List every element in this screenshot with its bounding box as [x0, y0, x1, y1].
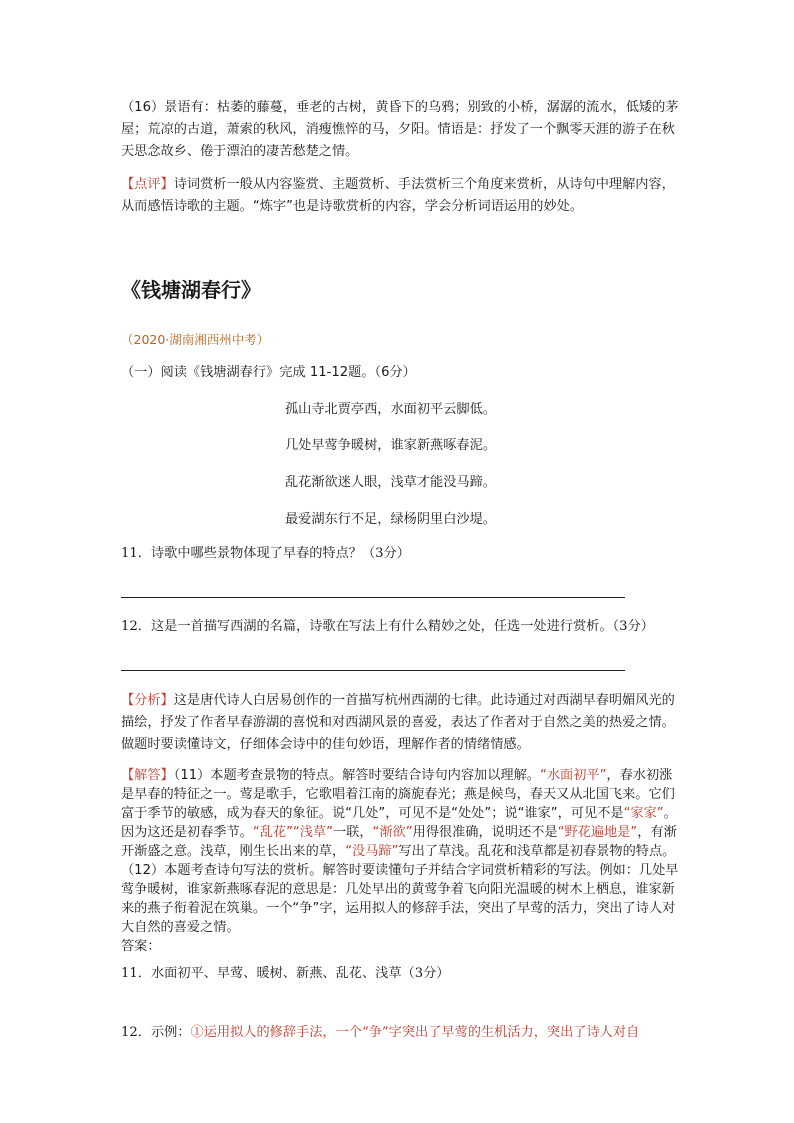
- prev-answer-16: [121, 97, 681, 163]
- poem-line-4: 最爱湖东行不足，绿杨阴里白沙堤。: [285, 512, 496, 527]
- comment-text: 诗词赏析一般从内容鉴赏、主题赏析、手法赏析三个角度来赏析，从诗句中理解内容，从而感悟诗歌的主题。“炼字”也是诗歌赏析的内容，学会分析词语运用的妙处。: [121, 177, 675, 214]
- poem-title: 《钱塘湖春行》: [121, 278, 261, 302]
- analysis-section: [121, 690, 681, 756]
- question-intro: （一）阅读《钱塘湖春行》完成 11-12题。（6分）: [121, 365, 416, 380]
- poem-line-1: 孤山寺北贾亭西，水面初平云脚低。: [285, 402, 496, 417]
- analysis-tag: 【分析】: [121, 693, 174, 708]
- answer-12-explanation: （12）本题考查诗句写法的赏析。解答时要读懂句子并结合字词赏析精彩的写法。例如：几处早莺争暖树，谁家新燕啄春泥的意思是：几处早出的黄莺争着飞向阳光温暖的树木上栖息，谁家新来的燕子衔着泥在筑巢。一个“争”字，运用拟人的修辞手法，突出了早莺的活力，突出了诗人对大自然的喜爱之情。: [121, 863, 679, 935]
- source-label: （2020·湖南湘西州中考）: [121, 332, 270, 347]
- prev-comment: [121, 174, 681, 218]
- paragraph-16: （16）景语有：枯萎的藤蔓，垂老的古树，黄昏下的乌鸦；别致的小桥，潺潺的流水，低矮的茅屋；荒凉的古道，萧索的秋风，消瘦憔悴的马，夕阳。情语是：抒发了一个飘零天涯的游子在秋天思念故乡、倦于漂泊的凄苦愁楚之情。: [121, 100, 679, 159]
- comment-tag: 【点评】: [121, 177, 174, 192]
- poem-line-3: 乱花渐欲迷人眼，浅草才能没马蹄。: [285, 475, 496, 490]
- answer-line-11[interactable]: [121, 597, 625, 598]
- answer-11: 11．水面初平、早莺、暖树、新燕、乱花、浅草（3分）: [121, 966, 450, 981]
- answer-12: 12．示例：①运用拟人的修辞手法，一个“争”字突出了早莺的生机活力，突出了诗人对自: [121, 1025, 640, 1040]
- answer-line-12[interactable]: [121, 670, 625, 671]
- poem-line-2: 几处早莺争暖树，谁家新燕啄春泥。: [285, 438, 496, 453]
- analysis-text: 这是唐代诗人白居易创作的一首描写杭州西湖的七律。此诗通过对西湖早春明媚风光的描绘，抒发了作者早春游湖的喜悦和对西湖风景的喜爱，表达了作者对于自然之美的热爱之情。做题时要读懂诗文，仔细体会诗中的佳句妙语，理解作者的情绪情感。: [121, 693, 675, 752]
- answer-section: [121, 766, 681, 956]
- question-12: 12．这是一首描写西湖的名篇，诗歌在写法上有什么精妙之处，任选一处进行赏析。（3分）: [121, 619, 654, 634]
- answer-11-explanation: 【解答】（11）本题考查景物的特点。解答时要结合诗句内容加以理解。“水面初平”，春水初涨是早春的特征之一。莺是歌手，它歌唱着江南的旖旎春光；燕是候鸟，春天又从北国飞来。它们富于季节的敏感，成为春天的象征。说“几处”，可见不是“处处”；说“谁家”，可见不是“家家”。因为这还是初春季节。“乱花”“浅草”一联，“渐欲”用得很准确，说明还不是“野花遍地是”，有渐开渐盛之意。浅草，刚生长出来的草，“没马蹄”写出了草浅。乱花和浅草都是初春景物的特点。: [121, 768, 677, 859]
- question-11: 11．诗歌中哪些景物体现了早春的特点？（3分）: [121, 546, 410, 561]
- answer-label: 答案：: [121, 939, 161, 954]
